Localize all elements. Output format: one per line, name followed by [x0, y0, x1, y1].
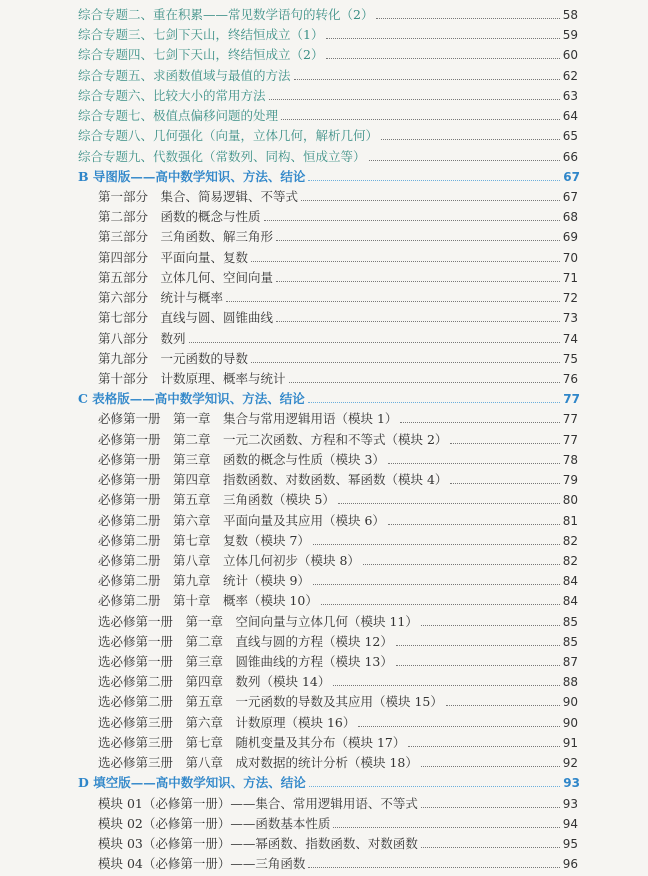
toc-entry[interactable]	[78, 144, 578, 164]
toc-page-number: 84	[562, 594, 578, 609]
toc-page-number: 87	[562, 655, 578, 670]
toc-page-number: 62	[562, 68, 578, 83]
toc-page-number: 94	[562, 816, 578, 831]
toc-page-number: 95	[562, 837, 578, 852]
toc-dot-leader	[408, 746, 559, 747]
toc-entry[interactable]	[98, 831, 578, 851]
toc-entry-title: 选必修第一册 第二章 直线与圆的方程（模块 12）	[98, 633, 393, 649]
toc-entry[interactable]	[78, 123, 578, 143]
toc-dot-leader	[388, 524, 560, 525]
toc-page-number: 96	[562, 857, 578, 872]
toc-entry-title: 第九部分 一元函数的导数	[98, 350, 249, 366]
toc-entry-title: 综合专题七、极值点偏移问题的处理	[78, 108, 279, 124]
toc-entry[interactable]	[78, 2, 578, 22]
toc-entry-title: 必修第一册 第三章 函数的概念与性质（模块 3）	[98, 451, 385, 467]
toc-section-heading[interactable]	[78, 164, 580, 184]
toc-entry[interactable]	[98, 487, 578, 507]
toc-dot-leader	[421, 625, 560, 626]
toc-page-number: 68	[562, 210, 578, 225]
toc-page-number: 71	[562, 270, 578, 285]
toc-dot-leader	[376, 18, 559, 19]
toc-page-number: 75	[562, 351, 578, 366]
toc-page-number: 78	[562, 452, 578, 467]
toc-dot-leader	[301, 200, 560, 201]
toc-entry[interactable]	[98, 245, 578, 265]
toc-entry[interactable]	[98, 224, 578, 244]
toc-entry[interactable]	[98, 548, 578, 568]
toc-entry[interactable]	[98, 811, 578, 831]
toc-dot-leader	[289, 382, 560, 383]
toc-entry-title: 综合专题四、七剑下天山，终结恒成立（2）	[78, 47, 324, 63]
toc-entry-title: 综合专题五、求函数值域与最值的方法	[78, 67, 291, 83]
toc-page-number: 88	[562, 675, 578, 690]
toc-entry[interactable]	[98, 508, 578, 528]
toc-dot-leader	[264, 220, 560, 221]
toc-entry-title: 必修第二册 第六章 平面向量及其应用（模块 6）	[98, 512, 385, 528]
toc-entry-title: 必修第二册 第八章 立体几何初步（模块 8）	[98, 552, 360, 568]
toc-page-number: 64	[562, 109, 578, 124]
toc-entry-title: D 填空版——高中数学知识、方法、结论	[78, 775, 306, 791]
toc-dot-leader	[313, 544, 560, 545]
toc-dot-leader	[369, 160, 560, 161]
toc-entry-title: B 导图版——高中数学知识、方法、结论	[78, 168, 306, 184]
toc-entry-title: 模块 04（必修第一册）——三角函数	[98, 856, 306, 872]
toc-dot-leader	[276, 240, 560, 241]
toc-entry-title: 第四部分 平面向量、复数	[98, 249, 249, 265]
toc-entry[interactable]	[98, 346, 578, 366]
toc-entry[interactable]	[98, 184, 578, 204]
toc-entry-title: 必修第二册 第七章 复数（模块 7）	[98, 532, 310, 548]
toc-entry-title: C 表格版——高中数学知识、方法、结论	[78, 391, 305, 407]
toc-entry[interactable]	[98, 265, 578, 285]
toc-entry[interactable]	[98, 609, 578, 629]
toc-entry-title: 第十部分 计数原理、概率与统计	[98, 370, 286, 386]
toc-entry[interactable]	[98, 791, 578, 811]
toc-entry[interactable]	[98, 730, 578, 750]
toc-dot-leader	[251, 261, 560, 262]
toc-entry[interactable]	[98, 427, 578, 447]
toc-entry[interactable]	[98, 285, 578, 305]
toc-entry-title: 选必修第一册 第三章 圆锥曲线的方程（模块 13）	[98, 654, 393, 670]
toc-entry[interactable]	[98, 447, 578, 467]
toc-page-number: 82	[562, 533, 578, 548]
toc-entry-title: 综合专题八、几何强化（向量，立体几何，解析几何）	[78, 128, 379, 144]
toc-dot-leader	[226, 301, 560, 302]
toc-entry[interactable]	[98, 528, 578, 548]
toc-entry[interactable]	[78, 103, 578, 123]
toc-entry[interactable]	[98, 366, 578, 386]
toc-dot-leader	[363, 564, 560, 565]
toc-entry-title: 选必修第三册 第八章 成对数据的统计分析（模块 18）	[98, 755, 418, 771]
toc-page-number: 67	[562, 189, 578, 204]
toc-dot-leader	[308, 402, 560, 403]
toc-entry-title: 模块 03（必修第一册）——幂函数、指数函数、对数函数	[98, 836, 418, 852]
toc-page-number: 73	[562, 311, 578, 326]
toc-dot-leader	[251, 362, 560, 363]
toc-entry-title: 必修第二册 第九章 统计（模块 9）	[98, 573, 310, 589]
toc-entry[interactable]	[98, 710, 578, 730]
toc-entry[interactable]	[98, 750, 578, 770]
toc-entry[interactable]	[98, 305, 578, 325]
toc-dot-leader	[421, 807, 560, 808]
toc-page-number: 93	[563, 776, 580, 791]
toc-dot-leader	[421, 766, 560, 767]
toc-entry[interactable]	[98, 406, 578, 426]
toc-entry[interactable]	[98, 568, 578, 588]
toc-entry-title: 必修第二册 第十章 概率（模块 10）	[98, 593, 318, 609]
toc-page-number: 59	[562, 28, 578, 43]
toc-page-number: 72	[562, 291, 578, 306]
toc-dot-leader	[308, 180, 560, 181]
toc-page-number: 77	[562, 412, 578, 427]
toc-dot-leader	[381, 139, 560, 140]
toc-page-number: 82	[562, 553, 578, 568]
toc-dot-leader	[281, 119, 560, 120]
toc-entry[interactable]	[98, 326, 578, 346]
toc-page-number: 77	[563, 392, 580, 407]
toc-dot-leader	[333, 685, 559, 686]
toc-entry-title: 第二部分 函数的概念与性质	[98, 209, 261, 225]
toc-page-number: 90	[562, 715, 578, 730]
toc-entry[interactable]	[98, 467, 578, 487]
toc-entry-title: 选必修第三册 第六章 计数原理（模块 16）	[98, 714, 356, 730]
toc-dot-leader	[313, 584, 560, 585]
toc-dot-leader	[189, 342, 560, 343]
toc-dot-leader	[450, 483, 559, 484]
toc-entry[interactable]	[98, 588, 578, 608]
toc-dot-leader	[333, 827, 559, 828]
toc-dot-leader	[338, 503, 560, 504]
toc-entry-title: 第八部分 数列	[98, 330, 186, 346]
toc-entry-title: 第六部分 统计与概率	[98, 290, 224, 306]
toc-page-number: 63	[562, 88, 578, 103]
toc-entry[interactable]	[98, 649, 578, 669]
toc-entry-title: 必修第一册 第五章 三角函数（模块 5）	[98, 492, 335, 508]
toc-dot-leader	[450, 443, 559, 444]
toc-page-number: 93	[562, 796, 578, 811]
toc-entry-title: 模块 02（必修第一册）——函数基本性质	[98, 815, 331, 831]
toc-entry[interactable]	[98, 851, 578, 871]
toc-entry-title: 第七部分 直线与圆、圆锥曲线	[98, 310, 274, 326]
toc-entry-title: 必修第一册 第二章 一元二次函数、方程和不等式（模块 2）	[98, 431, 448, 447]
toc-entry[interactable]	[98, 689, 578, 709]
toc-page-number: 66	[562, 149, 578, 164]
toc-page-number: 90	[562, 695, 578, 710]
toc-entry[interactable]	[78, 22, 578, 42]
toc-dot-leader	[358, 726, 559, 727]
toc-entry-title: 选必修第二册 第五章 一元函数的导数及其应用（模块 15）	[98, 694, 443, 710]
toc-dot-leader	[321, 604, 560, 605]
toc-dot-leader	[269, 99, 560, 100]
toc-page-number: 76	[562, 371, 578, 386]
toc-dot-leader	[421, 847, 560, 848]
toc-entry-title: 选必修第二册 第四章 数列（模块 14）	[98, 674, 331, 690]
toc-section-heading[interactable]	[78, 386, 580, 406]
toc-dot-leader	[388, 463, 560, 464]
toc-dot-leader	[308, 867, 559, 868]
toc-entry-title: 第三部分 三角函数、解三角形	[98, 229, 274, 245]
toc-entry-title: 综合专题三、七剑下天山，终结恒成立（1）	[78, 27, 324, 43]
toc-page-number: 81	[562, 513, 578, 528]
toc-entry-title: 模块 01（必修第一册）——集合、常用逻辑用语、不等式	[98, 795, 418, 811]
toc-entry-title: 综合专题二、重在积累——常见数学语句的转化（2）	[78, 7, 374, 22]
toc-entry-title: 选必修第一册 第一章 空间向量与立体几何（模块 11）	[98, 613, 418, 629]
toc-dot-leader	[326, 38, 559, 39]
toc-entry[interactable]	[98, 669, 578, 689]
toc-page-number: 69	[562, 230, 578, 245]
toc-dot-leader	[276, 281, 560, 282]
toc-page-number: 70	[562, 250, 578, 265]
toc-page-number: 79	[562, 473, 578, 488]
toc-page-number: 91	[562, 735, 578, 750]
toc-page-number: 67	[563, 169, 580, 184]
toc-page-number: 77	[562, 432, 578, 447]
toc-dot-leader	[396, 665, 560, 666]
toc-dot-leader	[294, 79, 560, 80]
toc-dot-leader	[396, 645, 560, 646]
toc-entry-title: 综合专题六、比较大小的常用方法	[78, 87, 266, 103]
toc-section-heading[interactable]	[78, 770, 580, 790]
toc-entry-title: 综合专题九、代数强化（常数列、同构、恒成立等）	[78, 148, 366, 164]
toc-dot-leader	[276, 321, 560, 322]
toc-entry[interactable]	[78, 63, 578, 83]
toc-page-number: 65	[562, 129, 578, 144]
toc-entry[interactable]	[78, 83, 578, 103]
toc-dot-leader	[326, 58, 559, 59]
toc-entry-title: 选必修第三册 第七章 随机变量及其分布（模块 17）	[98, 734, 406, 750]
toc-page-number: 58	[562, 8, 578, 22]
toc-page-number: 84	[562, 574, 578, 589]
toc-page-number: 85	[562, 614, 578, 629]
toc-page-number: 85	[562, 634, 578, 649]
toc-page-number: 80	[562, 493, 578, 508]
toc-entry-title: 必修第一册 第一章 集合与常用逻辑用语（模块 1）	[98, 411, 398, 427]
toc-page-number: 74	[562, 331, 578, 346]
toc-entry-title: 必修第一册 第四章 指数函数、对数函数、幂函数（模块 4）	[98, 472, 448, 488]
toc-entry[interactable]	[98, 629, 578, 649]
toc-entry-title: 第五部分 立体几何、空间向量	[98, 269, 274, 285]
toc-entry-title: 第一部分 集合、简易逻辑、不等式	[98, 188, 299, 204]
toc-entry[interactable]	[98, 204, 578, 224]
toc-page-number: 92	[562, 756, 578, 771]
toc-dot-leader	[400, 422, 559, 423]
toc-dot-leader	[446, 705, 560, 706]
toc-dot-leader	[309, 786, 561, 787]
toc-page-number: 60	[562, 48, 578, 63]
toc-entry[interactable]	[78, 42, 578, 62]
